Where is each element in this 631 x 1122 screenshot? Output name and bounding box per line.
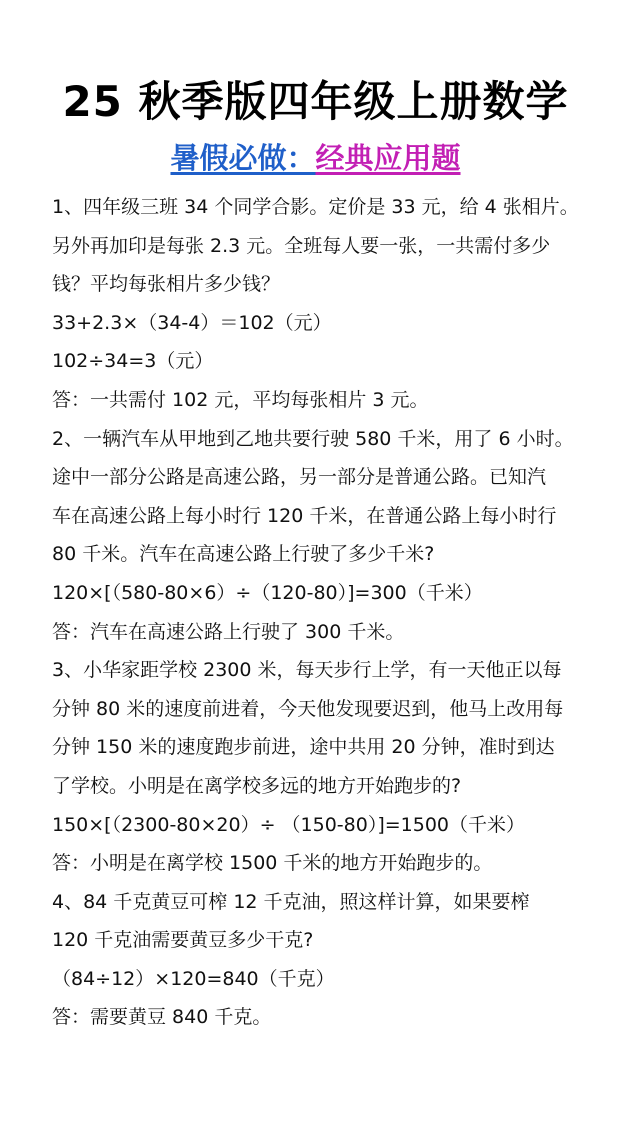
text-line: 钱？平均每张相片多少钱？ bbox=[52, 273, 281, 296]
answer-line: 答：需要黄豆 840 千克。 bbox=[52, 1006, 272, 1029]
formula-line: 150×[（2300-80×20）÷ （150-80）]=1500（千米） bbox=[52, 813, 526, 836]
subtitle-part-topic: 经典应用题 bbox=[315, 141, 461, 175]
formula-line: （84÷12）×120=840（千克） bbox=[52, 967, 335, 990]
formula-line: 33+2.3×（34-4）＝102（元） bbox=[52, 311, 332, 334]
answer-line: 答：小明是在离学校 1500 千米的地方开始跑步的。 bbox=[52, 852, 493, 875]
answer-line: 答：汽车在高速公路上行驶了 300 千米。 bbox=[52, 620, 405, 643]
text-line: 120 千克油需要黄豆多少干克? bbox=[52, 929, 314, 952]
text-line: 2、一辆汽车从甲地到乙地共要行驶 580 千米，用了 6 小时。 bbox=[52, 427, 574, 450]
problem-text-body bbox=[52, 188, 612, 1037]
answer-line: 答：一共需付 102 元，平均每张相片 3 元。 bbox=[52, 388, 429, 411]
subtitle-part-summary: 暑假必做： bbox=[170, 141, 316, 175]
page-subtitle bbox=[0, 137, 631, 179]
text-line: 途中一部分公路是高速公路，另一部分是普通公路。已知汽 bbox=[52, 466, 547, 489]
text-line: 另外再加印是每张 2.3 元。全班每人要一张，一共需付多少 bbox=[52, 234, 551, 257]
page-title: 25 秋季版四年级上册数学 bbox=[62, 77, 569, 126]
text-line: 车在高速公路上每小时行 120 千米，在普通公路上每小时行 bbox=[52, 504, 557, 527]
text-line: 80 千米。汽车在高速公路上行驶了多少千米? bbox=[52, 543, 435, 566]
text-line: 3、小华家距学校 2300 米，每天步行上学，有一天他正以每 bbox=[52, 659, 562, 682]
formula-line: 102÷34=3（元） bbox=[52, 350, 214, 373]
text-line: 分钟 150 米的速度跑步前进，途中共用 20 分钟，准时到达 bbox=[52, 736, 555, 759]
text-line: 1、四年级三班 34 个同学合影。定价是 33 元，给 4 张相片。 bbox=[52, 196, 579, 218]
text-line: 4、84 千克黄豆可榨 12 千克油，照这样计算，如果要榨 bbox=[52, 890, 530, 913]
formula-line: 120×[（580-80×6）÷（120-80）]=300（千米） bbox=[52, 581, 483, 604]
text-line: 了学校。小明是在离学校多远的地方开始跑步的? bbox=[52, 774, 462, 797]
text-line: 分钟 80 米的速度前进着，今天他发现要迟到，他马上改用每 bbox=[52, 697, 564, 720]
